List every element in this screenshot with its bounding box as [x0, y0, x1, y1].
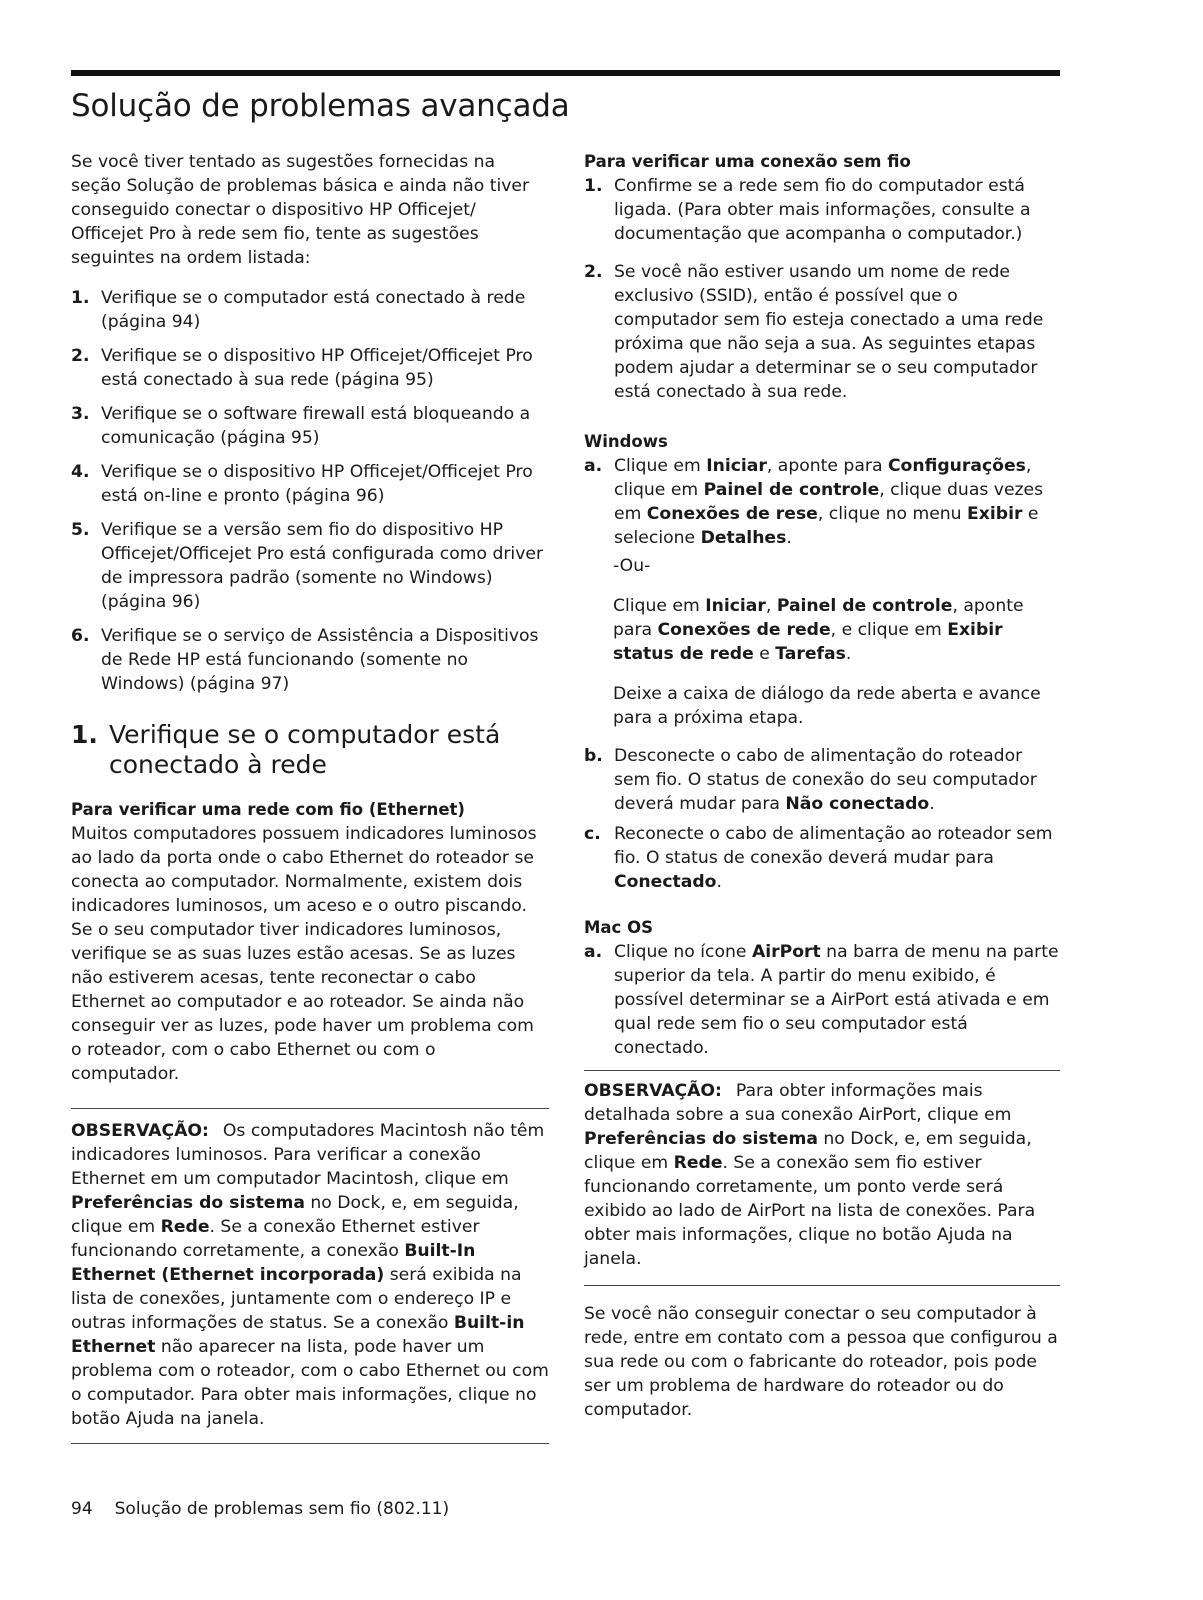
step-text: , clique em [614, 456, 1032, 500]
note-bold-term: Preferências do sistema [584, 1129, 818, 1149]
step-bold-term: Conexões de rese [646, 504, 818, 524]
step-text: , clique duas vezes em [614, 480, 1044, 524]
wireless-subheading: Para verificar uma conexão sem fio [584, 152, 911, 171]
step-bold-term: Painel de controle [776, 596, 953, 616]
windows-subheading: Windows [584, 432, 668, 451]
wireless-steps [584, 174, 1060, 404]
page-title: Solução de problemas avançada [71, 88, 570, 124]
step-text: , [765, 596, 777, 616]
step-bold-term: Detalhes [700, 528, 787, 548]
step-number: 2. [71, 346, 90, 366]
step-number: 5. [71, 520, 90, 540]
leave-open-note: Deixe a caixa de diálogo da rede aberta e avance para a próxima etapa. [613, 684, 1041, 728]
step-text: Clique em [614, 456, 707, 476]
note-text: . Se a conexão Ethernet estiver funcionando corretamente, a conexão [71, 1217, 480, 1261]
step-text: . [786, 528, 792, 548]
step-text: Confirme se a rede sem fio do computador está ligada. (Para obter mais informações, consulte a documentação que acompanha o computador.) [614, 176, 1031, 244]
step-text: , aponte para [766, 456, 888, 476]
step-text: . [716, 872, 722, 892]
alternative-instructions [584, 594, 1060, 666]
step-bold-term: Iniciar [705, 596, 766, 616]
note-bold-term: Rede [160, 1217, 210, 1237]
note-bold-term: Built-In Ethernet (Ethernet incorporada) [71, 1241, 476, 1285]
list-item [584, 454, 1060, 550]
step-text: Verifique se o serviço de Assistência a Dispositivos de Rede HP está funcionando (somente no Windows) (página 97) [101, 626, 539, 694]
note-box [584, 1070, 1060, 1286]
windows-steps [584, 454, 1060, 550]
note-label: OBSERVAÇÃO: [71, 1121, 209, 1141]
step-letter: a. [584, 942, 603, 962]
step-number: 4. [71, 462, 90, 482]
note-bold-term: Rede [673, 1153, 723, 1173]
note-text: será exibida na lista de conexões, juntamente com o endereço IP e outras informações de status. Se a conexão [71, 1265, 522, 1333]
section-title: Verifique se o computador está conectado à rede [109, 720, 501, 779]
step-number: 6. [71, 626, 90, 646]
note-label: OBSERVAÇÃO: [584, 1081, 722, 1101]
step-bold-term: Tarefas [775, 644, 846, 664]
wired-paragraph: Muitos computadores possuem indicadores luminosos ao lado da porta onde o cabo Ethernet do roteador se conecta ao computador. Normalmente, existem dois indicadores luminosos, um aceso e o outro piscando. Se o seu computador tiver indicadores luminosos, verifique se as suas luzes estão acesas. Se as luzes não estiverem acesas, tente reconectar o cabo Ethernet ao computador e ao roteador. Se ainda não conseguir ver as luzes, pode haver um problema com o roteador, com o cabo Ethernet ou com o computador. [71, 824, 537, 1084]
note-box [71, 1108, 549, 1444]
step-bold-term: Iniciar [706, 456, 767, 476]
step-bold-term: Não conectado [785, 794, 930, 814]
step-text: na barra de menu na parte superior da tela. A partir do menu exibido, é possível determinar se a AirPort está ativada e em qual rede sem fio o seu computador está conectado. [614, 942, 1059, 1058]
note-text: Os computadores Macintosh não têm indicadores luminosos. Para verificar a conexão Ethernet em um computador Macintosh, clique em [71, 1121, 545, 1189]
chapter-title: Solução de problemas sem fio (802.11) [114, 1499, 450, 1519]
step-text: . [845, 644, 852, 664]
step-text: Clique no ícone [614, 942, 752, 962]
macos-subheading: Mac OS [584, 918, 653, 937]
note-text: . Se a conexão sem fio estiver funcionando corretamente, um ponto verde será exibido ao lado de AirPort na lista de conexões. Para obter mais informações, clique no botão Ajuda na janela. [584, 1153, 1036, 1269]
left-column [71, 150, 549, 1444]
closing-paragraph: Se você não conseguir conectar o seu computador à rede, entre em contato com a pessoa que configurou a sua rede ou com o fabricante do roteador, pois pode ser um problema de hardware do roteador ou do computador. [584, 1304, 1058, 1420]
intro-paragraph: Se você tiver tentado as sugestões fornecidas na seção Solução de problemas básica e ainda não tiver conseguido conectar o dispositivo HP Officejet/ Officejet Pro à rede sem fio, tente as sugestões seguintes na ordem listada: [71, 152, 530, 268]
note-bold-term: Built-in Ethernet [71, 1313, 525, 1357]
or-separator: -Ou- [613, 556, 651, 576]
step-letter: c. [584, 824, 601, 844]
step-bold-term: AirPort [751, 942, 821, 962]
windows-steps-continued [584, 744, 1060, 894]
list-item [584, 822, 1060, 894]
step-number: 1. [71, 288, 90, 308]
step-bold-term: Configurações [887, 456, 1026, 476]
list-item [71, 460, 549, 508]
step-letter: b. [584, 746, 603, 766]
step-text: Verifique se o computador está conectado à rede (página 94) [101, 288, 526, 332]
macos-steps [584, 940, 1060, 1060]
note-paragraph [71, 1119, 549, 1431]
step-number: 3. [71, 404, 90, 424]
step-bold-term: Conexões de rede [657, 620, 831, 640]
note-text: no Dock, e, em seguida, clique em [71, 1193, 519, 1237]
list-item [71, 518, 549, 614]
step-text: , aponte para [613, 596, 1024, 640]
note-bold-term: Preferências do sistema [71, 1193, 305, 1213]
step-text: Reconecte o cabo de alimentação ao roteador sem fio. O status de conexão deverá mudar para [614, 824, 1053, 868]
page-footer [71, 1499, 449, 1519]
note-text: no Dock, e, em seguida, clique em [584, 1129, 1032, 1173]
list-item [71, 624, 549, 696]
step-text: Desconecte o cabo de alimentação do roteador sem fio. O status de conexão do seu computador deverá mudar para [614, 746, 1037, 814]
step-text: e selecione [614, 504, 1039, 548]
wired-subheading: Para verificar uma rede com fio (Ethernet) [71, 800, 465, 819]
step-text: Verifique se o dispositivo HP Officejet/Officejet Pro está on-line e pronto (página 96) [101, 462, 533, 506]
step-text: Verifique se o dispositivo HP Officejet/Officejet Pro está conectado à sua rede (página 95) [101, 346, 533, 390]
list-item [584, 174, 1060, 246]
step-text: , e clique em [830, 620, 948, 640]
list-item [71, 344, 549, 392]
step-bold-term: Exibir status de rede [613, 620, 1003, 664]
note-text: não aparecer na lista, pode haver um problema com o roteador, com o cabo Ethernet ou com o computador. Para obter mais informações, clique no botão Ajuda na janela. [71, 1337, 549, 1429]
step-number: 1. [584, 176, 603, 196]
step-bold-term: Exibir [967, 504, 1023, 524]
page-number: 94 [71, 1499, 93, 1519]
note-paragraph [584, 1079, 1060, 1271]
section-heading [71, 720, 549, 780]
top-rule [71, 70, 1060, 76]
step-text: e [753, 644, 776, 664]
section-number: 1. [71, 720, 98, 749]
step-text: Verifique se o software firewall está bloqueando a comunicação (página 95) [101, 404, 531, 448]
step-text: Clique em [613, 596, 706, 616]
list-item [71, 286, 549, 334]
step-bold-term: Conectado [614, 872, 717, 892]
step-text: . [929, 794, 935, 814]
list-item [584, 744, 1060, 816]
list-item [584, 260, 1060, 404]
step-text: , clique no menu [817, 504, 968, 524]
step-bold-term: Painel de controle [703, 480, 880, 500]
right-column [584, 150, 1060, 1422]
step-number: 2. [584, 262, 603, 282]
step-text: Se você não estiver usando um nome de rede exclusivo (SSID), então é possível que o computador sem fio esteja conectado a uma rede próxima que não seja a sua. As seguintes etapas podem ajudar a determinar se o seu computador está conectado à sua rede. [614, 262, 1044, 402]
list-item [71, 402, 549, 450]
step-text: Verifique se a versão sem fio do dispositivo HP Officejet/Officejet Pro está configurada como driver de impressora padrão (somente no Windows) (página 96) [101, 520, 544, 612]
step-letter: a. [584, 456, 603, 476]
list-item [584, 940, 1060, 1060]
note-text: Para obter informações mais detalhada sobre a sua conexão AirPort, clique em [584, 1081, 1012, 1125]
steps-list [71, 286, 549, 696]
